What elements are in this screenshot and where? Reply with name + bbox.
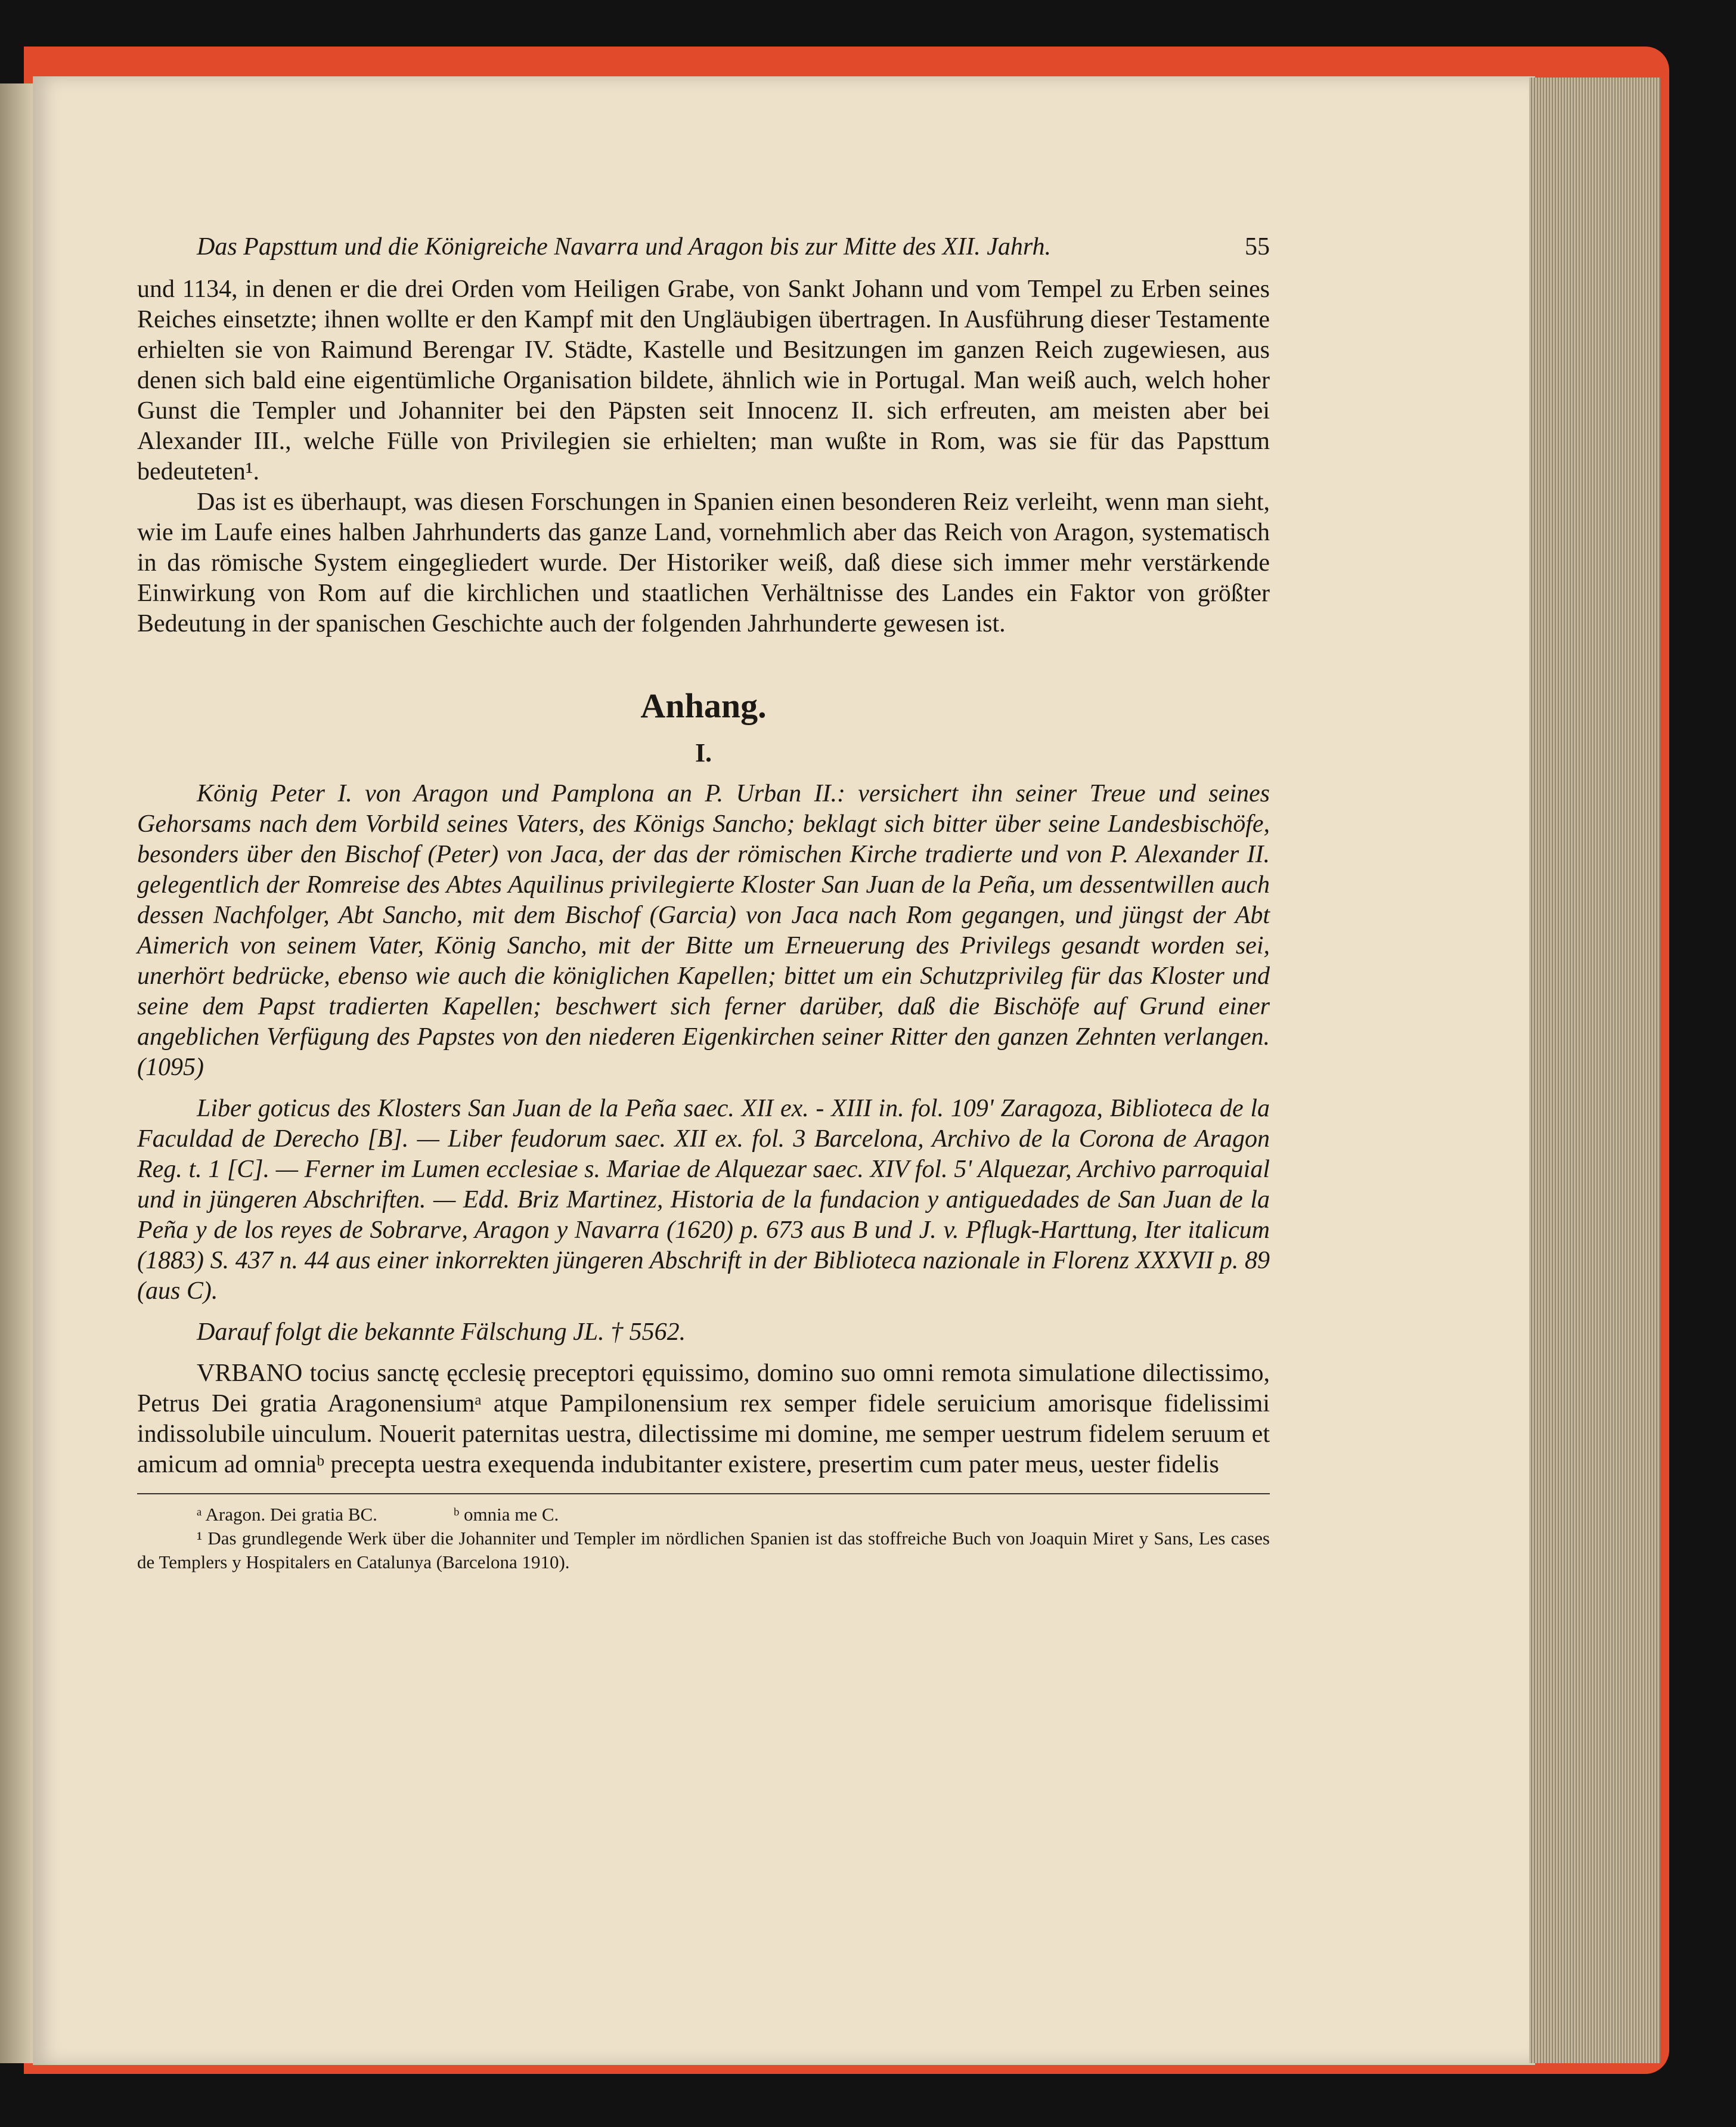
latin-letter-text: VRBANO tocius sanctę ęcclesię preceptori ęquissimo, domino suo omni remota simulatione dilectissimo, Petrus Dei gratia Aragonensiumᵃ atque Pampilonensium rex semper fidele seruicium amorisque fidelissimi indissolubile uinculum. Nouerit paternitas uestra, dilectissime mi domine, me semper uestrum fidelem seruum et amicum ad omniaᵇ precepta uestra exequenda indubitanter existere, presertim cum pater meus, uester fidelis [137,1360,1270,1478]
sources-paragraph: Liber goticus des Klosters San Juan de la Peña saec. XII ex. - XIII in. fol. 109' Zaragoza, Biblioteca de la Faculdad de Derecho [B]. — Liber feudorum saec. XII ex. fol. 3 Barcelona, Archivo de la Corona de Aragon Reg. t. 1 [C]. — Ferner im Lumen ecclesiae s. Mariae de Alquezar saec. XIV fol. 5' Alquezar, Archivo parroquial und in jüngeren Abschriften. — Edd. Briz Martinez, Historia de la fundacion y antiguedades de San Juan de la Peña y de los reyes de Sobrarve, Aragon y Navarra (1620) p. 673 aus B und J. v. Pflugk-Harttung, Iter italicum (1883) S. 437 n. 44 aus einer inkorrekten jüngeren Abschrift in der Biblioteca nazionale in Florenz XXXVII p. 89 (aus C). [137,1095,1270,1305]
document-numeral: I. [695,738,712,767]
variant-footnotes [137,1503,1270,1527]
page-content [137,233,1270,1574]
regest-paragraph: König Peter I. von Aragon und Pamplona an P. Urban II.: versichert ihn seiner Treue und seines Gehorsams nach dem Vorbild seines Vaters, des Königs Sancho; beklagt sich bitter über seine Landesbischöfe, besonders über den Bischof (Peter) von Jaca, der das der römischen Kirche tradierte und von P. Alexander II. gelegentlich der Romreise des Abtes Aquilinus privilegierte Kloster San Juan de la Peña, um dessentwillen auch dessen Nachfolger, Abt Sancho, mit dem Bischof (Garcia) von Jaca nach Rom gegangen, und jüngst der Abt Aimerich von seinem Vater, König Sancho, mit der Bitte um Erneuerung des Privilegs gesandt worden sei, unerhört bedrücke, ebenso wie auch die königlichen Kapellen; bittet um ein Schutzprivileg für das Kloster und seine dem Papst tradierten Kapellen; beschwert sich ferner darüber, daß die Bischöfe auf Grund einer angeblichen Verfügung des Papstes von den niederen Eigenkirchen seiner Ritter den ganzen Zehnten verlangen. (1095) [137,780,1270,1081]
body-paragraph-1: und 1134, in denen er die drei Orden vom Heiligen Grabe, von Sankt Johann und vom Tempel zu Erben seines Reiches einsetzte; ihnen wollte er den Kampf mit den Ungläubigen übertragen. In Ausführung dieser Testamente erhielten sie von Raimund Berengar IV. Städte, Kastelle und Besitzungen im ganzen Reich zugewiesen, aus denen sich bald eine eigentümliche Organisation bildete, ähnlich wie in Portugal. Man weiß auch, welch hoher Gunst die Templer und Johanniter bei den Päpsten seit Innocenz II. sich erfreuten, am meisten aber bei Alexander III., welche Fülle von Privilegien sie erhielten; man wußte in Rom, was sie für das Papsttum bedeuteten¹. [137,275,1270,485]
running-header [137,233,1270,274]
facing-page-edge [0,83,36,2063]
variant-note-b: ᵇ omnia me C. [453,1504,559,1525]
variant-note-a: ᵃ Aragon. Dei gratia BC. [197,1504,377,1525]
body-paragraph-2: Das ist es überhaupt, was diesen Forschungen in Spanien einen besonderen Reiz verleiht, wenn man sieht, wie im Laufe eines halben Jahrhunderts das ganze Land, vornehmlich aber das Reich von Aragon, systematisch in das römische System eingegliedert wurde. Der Historiker weiß, daß diese sich immer mehr verstärkende Einwirkung von Rom auf die kirchlichen und staatlichen Verhältnisse des Landes ein Faktor von größter Bedeutung in der spanischen Geschichte auch der folgenden Jahrhunderte gewesen ist. [137,488,1270,637]
followed-by-line: Darauf folgt die bekannte Fälschung JL. † 5562. [197,1318,686,1346]
page-number: 55 [1245,233,1270,261]
page-fore-edge [1529,78,1660,2063]
appendix-heading: Anhang. [640,686,767,725]
running-title: Das Papsttum und die Königreiche Navarra und Aragon bis zur Mitte des XII. Jahrh. [197,233,1051,261]
footnote-1: ¹ Das grundlegende Werk über die Johanniter und Templer im nördlichen Spanien ist das stoffreiche Buch von Joaquin Miret y Sans, Les cases de Templers y Hospitalers en Catalunya (Barcelona 1910). [137,1528,1270,1572]
footnote-divider [137,1493,1270,1494]
